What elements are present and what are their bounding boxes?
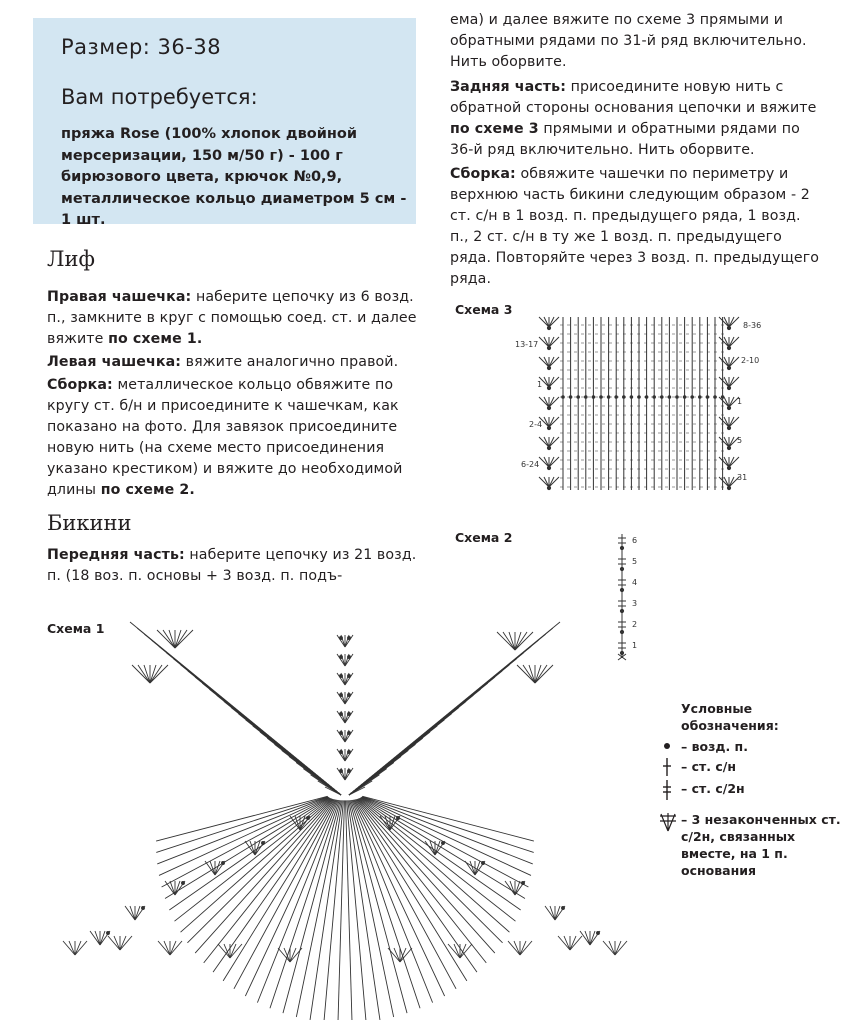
s3-edge-fan	[544, 417, 549, 427]
bikini-assembly-text: обвяжите чашечки по периметру и верхнюю часть бикини следующим образом - 2 ст. с/н в 1 возд. п. предыдущего ряда, 1 возд. п., 2 ст. с/н в ту же 1 возд. п. предыдущего ряда. Повторяйте через 3 возд. п. предыдущего ряда.	[450, 166, 820, 287]
front-text: наберите цепочку из 21 возд. п. (18 воз. п. основы + 3 возд. п. подъ-	[47, 547, 417, 584]
s3-edge-fan	[729, 477, 734, 487]
continuation-paragraph	[450, 10, 822, 73]
s3-edge-fan	[719, 357, 729, 367]
s3-chain-dot	[727, 326, 730, 329]
s3-right-label-2: 2-10	[741, 356, 760, 365]
right-cup-text: наберите цепочку из 6 возд. п., замкните в круг с помощью соед. ст. и далее вяжите	[47, 289, 417, 347]
s1-bottom-fan	[558, 936, 570, 950]
s1-shell-fan	[550, 906, 555, 920]
s1-chain-dot	[348, 656, 351, 659]
s1-bottom-fan	[520, 941, 532, 955]
s1-radial-stitch	[324, 800, 343, 1020]
size-label: Размер: 36-38	[61, 35, 222, 59]
s3-edge-fan	[544, 437, 549, 447]
s3-edge-fan	[729, 457, 739, 467]
left-cup-text: вяжите аналогично правой.	[185, 354, 399, 370]
s1-corner-fan	[503, 632, 515, 650]
s1-chain-dot	[340, 675, 343, 678]
s3-chain-dot	[727, 366, 730, 369]
s3-edge-fan	[549, 417, 559, 427]
s1-shell-fan	[545, 906, 555, 920]
s1-bottom-fan	[508, 941, 520, 955]
s1-radial-stitch	[360, 798, 521, 910]
s1-bottom-fan	[120, 936, 132, 950]
s1-bottom-fan	[63, 941, 75, 955]
s1-radial-stitch	[257, 800, 338, 1003]
right-cup-paragraph	[47, 287, 427, 350]
s3-chain-dot	[547, 366, 550, 369]
s3-edge-fan	[729, 417, 739, 427]
s3-edge-fan	[539, 337, 549, 347]
s3-edge-fan	[544, 337, 549, 347]
s1-chain-dot	[340, 713, 343, 716]
s1-upper-stitch	[349, 622, 560, 795]
s1-corner-fan	[163, 630, 175, 648]
legend-text-dc: – ст. с/2н	[681, 781, 745, 796]
s3-edge-fan	[729, 337, 739, 347]
s2-chain-dot	[620, 588, 623, 591]
s1-radial-stitch	[338, 800, 345, 1020]
bodice-assembly-paragraph	[47, 375, 430, 501]
s3-edge-fan	[549, 437, 554, 447]
s3-chain-dot	[645, 396, 648, 399]
s3-edge-fan	[719, 477, 729, 487]
bikini-heading: Бикини	[47, 511, 132, 535]
s1-bottom-fan	[69, 941, 75, 955]
s3-chain-dot	[699, 396, 702, 399]
s1-chain-dot	[348, 751, 351, 754]
s2-row-2: 2	[632, 620, 638, 629]
back-text-2: прямыми и обратными рядами по 36-й ряд включительно. Нить оборвите.	[450, 121, 800, 158]
bodice-heading: Лиф	[47, 247, 95, 271]
s3-edge-fan	[724, 417, 729, 427]
s1-radial-stitch	[359, 799, 510, 933]
s3-chain-dot	[691, 396, 694, 399]
s3-edge-fan	[729, 437, 734, 447]
s1-shell-fan	[585, 931, 590, 945]
s3-chain-dot	[727, 386, 730, 389]
s1-chain-dot	[348, 770, 351, 773]
s3-edge-fan	[729, 417, 734, 427]
s1-chain-dot	[482, 862, 485, 865]
s1-bottom-fan	[615, 941, 627, 955]
legend-text-sc: – ст. с/н	[681, 759, 736, 774]
s1-bottom-fan	[514, 941, 520, 955]
right-cup-scheme-ref: по схеме 1.	[108, 331, 203, 347]
s1-bottom-fan	[400, 948, 412, 962]
s1-bottom-fan	[170, 941, 176, 955]
s3-right-label-1: 8-36	[743, 321, 762, 330]
s1-bottom-fan	[603, 941, 615, 955]
s3-edge-fan	[724, 357, 729, 367]
s1-chain-dot	[340, 637, 343, 640]
scheme-2-label: Схема 2	[455, 530, 513, 545]
scheme-3-label: Схема 3	[455, 302, 513, 317]
s1-radial-stitch	[359, 798, 515, 921]
legend	[655, 700, 845, 879]
s3-edge-fan	[719, 337, 729, 347]
legend-item-dc	[655, 780, 845, 797]
s1-corner-fan	[150, 665, 162, 683]
s1-radial-stitch	[361, 797, 531, 875]
s3-chain-dot	[547, 346, 550, 349]
s1-radial-stitch	[157, 797, 328, 864]
s1-upper-stitch	[130, 622, 341, 795]
s3-edge-fan	[539, 357, 549, 367]
back-scheme-ref: по схеме 3	[450, 121, 539, 137]
s1-radial-stitch	[213, 799, 335, 972]
s3-chain-dot	[727, 466, 730, 469]
s3-chain-dot	[727, 426, 730, 429]
s3-right-label-3: 1	[737, 397, 743, 406]
s3-chain-dot	[676, 396, 679, 399]
s1-shell-fan	[465, 861, 475, 875]
bikini-assembly-paragraph	[450, 164, 822, 290]
s2-row-3: 3	[632, 599, 638, 608]
s3-edge-fan	[549, 377, 554, 387]
s3-edge-fan	[729, 337, 734, 347]
s1-bottom-fan	[75, 941, 81, 955]
s3-edge-fan	[544, 357, 549, 367]
s3-chain-dot	[547, 426, 550, 429]
s3-chain-dot	[615, 396, 618, 399]
s3-edge-fan	[539, 317, 549, 327]
s3-edge-fan	[549, 357, 559, 367]
s1-shell-fan	[580, 931, 590, 945]
s1-shell-fan	[125, 906, 135, 920]
s3-edge-fan	[729, 357, 734, 367]
s3-chain-dot	[630, 396, 633, 399]
s3-chain-dot	[547, 386, 550, 389]
s1-radial-stitch	[355, 799, 477, 972]
s3-edge-fan	[729, 457, 734, 467]
s1-chain-dot	[182, 882, 185, 885]
s1-chain-dot	[340, 732, 343, 735]
s3-chain-dot	[547, 466, 550, 469]
s1-shell-fan	[95, 931, 100, 945]
s1-bottom-fan	[75, 941, 87, 955]
s3-left-label-3: 2-4	[529, 420, 543, 429]
s3-chain-dot	[577, 396, 580, 399]
s1-chain-dot	[340, 694, 343, 697]
s1-chain-dot	[397, 817, 400, 820]
s3-edge-fan	[549, 397, 559, 407]
s1-chain-dot	[340, 751, 343, 754]
s3-chain-dot	[585, 396, 588, 399]
front-label: Передняя часть:	[47, 547, 185, 563]
s1-bottom-fan	[114, 936, 120, 950]
s1-corner-fan	[535, 665, 547, 683]
s3-edge-fan	[544, 457, 549, 467]
s3-edge-fan	[544, 397, 549, 407]
s1-bottom-fan	[278, 948, 290, 962]
s1-shell-fan	[290, 816, 300, 830]
s1-shell-fan	[245, 841, 255, 855]
s1-shell-fan	[555, 906, 560, 920]
s3-chain-dot	[592, 396, 595, 399]
s3-chain-dot	[727, 346, 730, 349]
back-paragraph	[450, 77, 822, 161]
s3-chain-dot	[623, 396, 626, 399]
s3-edge-fan	[724, 477, 729, 487]
s3-right-label-4: 5	[737, 436, 743, 445]
s2-row-5: 5	[632, 557, 638, 566]
s3-chain-dot	[721, 396, 724, 399]
s1-bottom-fan	[290, 948, 296, 962]
s3-chain-dot	[547, 326, 550, 329]
s1-chain-dot	[142, 907, 145, 910]
s3-chain-dot	[706, 396, 709, 399]
bikini-assembly-label: Сборка:	[450, 166, 516, 182]
s3-edge-fan	[724, 437, 729, 447]
s2-row-1: 1	[632, 641, 638, 650]
materials-heading: Вам потребуется:	[61, 85, 258, 109]
s1-chain-dot	[340, 656, 343, 659]
s1-shell-fan	[130, 906, 135, 920]
s1-bottom-fan	[170, 941, 182, 955]
s2-chain-dot	[620, 567, 623, 570]
s3-edge-fan	[719, 317, 729, 327]
s1-bottom-fan	[609, 941, 615, 955]
legend-title: Условные обозначения:	[681, 701, 779, 733]
s1-shell-fan	[135, 906, 140, 920]
legend-item-chain	[655, 738, 845, 755]
s3-left-label-1: 13-17	[515, 340, 539, 349]
s1-shell-fan	[505, 881, 515, 895]
s1-chain-dot	[522, 882, 525, 885]
s1-shell-fan	[425, 841, 435, 855]
s3-edge-fan	[539, 397, 549, 407]
s1-bottom-fan	[394, 948, 400, 962]
s1-radial-stitch	[169, 798, 330, 910]
cluster-stitch-icon	[657, 811, 677, 833]
s1-bottom-fan	[290, 948, 302, 962]
s1-shell-fan	[165, 881, 175, 895]
s1-corner-fan	[175, 630, 187, 648]
s3-edge-fan	[549, 357, 554, 367]
s1-shell-fan	[170, 881, 175, 895]
s3-chain-dot	[607, 396, 610, 399]
s3-chain-dot	[638, 396, 641, 399]
s3-edge-fan	[544, 317, 549, 327]
s1-chain-dot	[597, 932, 600, 935]
materials-text: пряжа Rose (100% хлопок двойной мерсеризации, 150 м/50 г) - 100 г бирюзового цвета, крючок №0,9, металлическое кольцо диаметром 5 см - 1 шт.	[61, 126, 407, 228]
materials-box	[33, 18, 416, 228]
s3-edge-fan	[549, 457, 554, 467]
s3-edge-fan	[544, 477, 549, 487]
s3-chain-dot	[668, 396, 671, 399]
s1-radial-stitch	[352, 800, 433, 1003]
s1-bottom-fan	[570, 936, 576, 950]
s3-edge-fan	[719, 417, 729, 427]
s3-edge-fan	[549, 457, 559, 467]
s3-chain-dot	[727, 446, 730, 449]
back-text-1: присоедините новую нить с обратной стороны основания цепочки и вяжите	[450, 79, 817, 116]
s3-right-label-5: 31	[737, 473, 748, 482]
s3-left-label-4: 6-24	[521, 460, 540, 469]
s1-bottom-fan	[520, 941, 526, 955]
s3-edge-fan	[729, 377, 734, 387]
s1-bottom-fan	[158, 941, 170, 955]
s3-left-label-2: 1	[537, 380, 543, 389]
s1-bottom-fan	[564, 936, 570, 950]
s3-chain-dot	[569, 396, 572, 399]
s3-chain-dot	[727, 406, 730, 409]
s3-edge-fan	[729, 377, 739, 387]
s3-edge-fan	[549, 417, 554, 427]
right-cup-label: Правая чашечка:	[47, 289, 192, 305]
s1-chain-dot	[442, 842, 445, 845]
s3-chain-dot	[683, 396, 686, 399]
s1-radial-stitch	[362, 797, 533, 864]
left-cup-label: Левая чашечка:	[47, 354, 182, 370]
s3-edge-fan	[539, 457, 549, 467]
double-crochet-stitch-icon	[657, 780, 677, 800]
bodice-assembly-scheme-ref: по схеме 2.	[100, 482, 195, 498]
s1-chain-dot	[307, 817, 310, 820]
s3-edge-fan	[719, 397, 729, 407]
s3-chain-dot	[600, 396, 603, 399]
s3-edge-fan	[549, 477, 554, 487]
s2-row-6: 6	[632, 536, 638, 545]
s2-row-4: 4	[632, 578, 638, 587]
s1-shell-fan	[175, 881, 180, 895]
s1-chain-dot	[562, 907, 565, 910]
s1-shell-fan	[515, 881, 520, 895]
legend-text-cluster: – 3 незаконченных ст. с/2н, связанных вместе, на 1 п. основания	[681, 812, 841, 878]
left-cup-paragraph	[47, 352, 427, 373]
s3-edge-fan	[549, 317, 559, 327]
s3-edge-fan	[724, 317, 729, 327]
s1-chain-dot	[348, 732, 351, 735]
legend-text-chain: – возд. п.	[681, 739, 748, 754]
s3-edge-fan	[724, 337, 729, 347]
s3-chain-dot	[562, 396, 565, 399]
s1-corner-fan	[515, 632, 527, 650]
s3-chain-dot	[714, 396, 717, 399]
continuation-text: ема) и далее вяжите по схеме 3 прямыми и обратными рядами по 31-й ряд включительно. Нить оборвите.	[450, 12, 807, 70]
s1-radial-stitch	[347, 800, 366, 1020]
bodice-assembly-label: Сборка:	[47, 377, 113, 393]
s1-chain-dot	[262, 842, 265, 845]
scheme-1-label: Схема 1	[47, 621, 105, 636]
s1-shell-fan	[90, 931, 100, 945]
s3-chain-dot	[547, 406, 550, 409]
front-paragraph	[47, 545, 432, 587]
single-crochet-cross-stitch-icon	[657, 758, 677, 776]
s3-edge-fan	[729, 317, 734, 327]
s3-edge-fan	[719, 377, 729, 387]
s3-chain-dot	[661, 396, 664, 399]
s1-shell-fan	[590, 931, 595, 945]
s3-edge-fan	[729, 317, 739, 327]
s3-edge-fan	[544, 377, 549, 387]
chain-stitch-dot-icon	[657, 738, 677, 754]
s1-chain-dot	[107, 932, 110, 935]
s3-edge-fan	[719, 457, 729, 467]
s3-edge-fan	[539, 477, 549, 487]
s1-shell-fan	[100, 931, 105, 945]
legend-item-cluster	[655, 811, 845, 879]
s1-chain-dot	[340, 770, 343, 773]
s3-edge-fan	[549, 317, 554, 327]
s3-edge-fan	[724, 397, 729, 407]
s3-chain-dot	[653, 396, 656, 399]
s1-bottom-fan	[388, 948, 400, 962]
s3-edge-fan	[549, 337, 559, 347]
s1-chain-dot	[348, 675, 351, 678]
s3-edge-fan	[729, 357, 739, 367]
scheme-1-diagram	[40, 610, 650, 1020]
s1-corner-fan	[523, 665, 535, 683]
s3-edge-fan	[549, 377, 559, 387]
s3-edge-fan	[549, 337, 554, 347]
scheme-3-diagram	[515, 305, 765, 500]
s1-bottom-fan	[164, 941, 170, 955]
s1-bottom-fan	[570, 936, 582, 950]
s1-shell-fan	[510, 881, 515, 895]
s1-radial-stitch	[346, 800, 353, 1020]
s3-edge-fan	[719, 437, 729, 447]
s3-edge-fan	[724, 377, 729, 387]
bodice-assembly-text: металлическое кольцо обвяжите по кругу ст. б/н и присоедините к чашечкам, как показано на фото. Для завязок присоедините новую нить (на схеме место присоединения указано крестиком) и вяжите до необходимой длины	[47, 377, 403, 498]
s1-chain-dot	[348, 637, 351, 640]
s1-chain-dot	[222, 862, 225, 865]
s1-bottom-fan	[615, 941, 621, 955]
s1-radial-stitch	[159, 797, 329, 875]
s3-edge-fan	[724, 457, 729, 467]
s1-chain-dot	[348, 713, 351, 716]
legend-item-sc	[655, 758, 845, 775]
s3-chain-dot	[547, 446, 550, 449]
s3-edge-fan	[539, 437, 549, 447]
s3-edge-fan	[729, 397, 734, 407]
back-label: Задняя часть:	[450, 79, 566, 95]
s3-edge-fan	[549, 397, 554, 407]
s3-edge-fan	[549, 477, 559, 487]
s3-edge-fan	[549, 437, 559, 447]
s3-chain-dot	[547, 486, 550, 489]
s1-chain-dot	[348, 694, 351, 697]
s3-chain-dot	[727, 486, 730, 489]
s1-bottom-fan	[108, 936, 120, 950]
s1-corner-fan	[138, 665, 150, 683]
s1-bottom-fan	[120, 936, 126, 950]
s2-chain-dot	[620, 546, 623, 549]
